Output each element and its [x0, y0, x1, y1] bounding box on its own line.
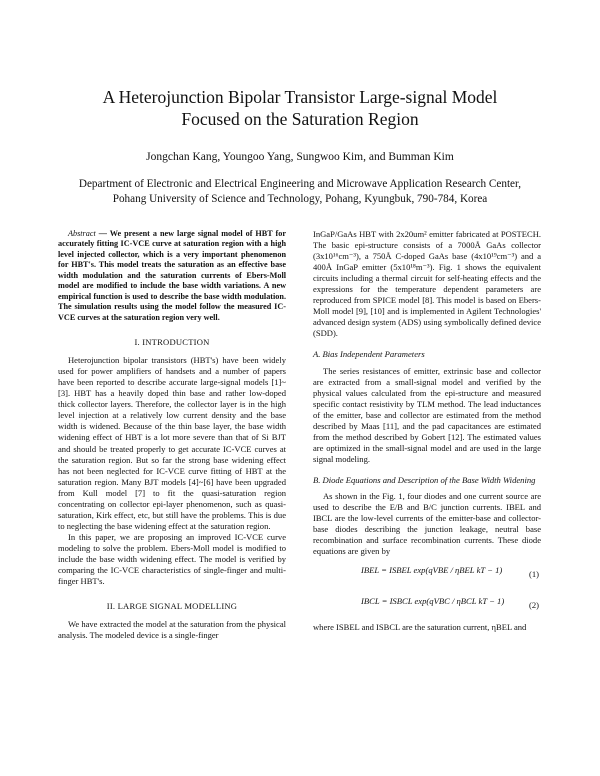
title-line-1: A Heterojunction Bipolar Transistor Large-signal Model	[102, 87, 498, 107]
abstract-text: — We present a new large signal model of HBT for accurately fitting IC-VCE curve at saturation region with a high level injected collector, which is a very important phenomenon for HBT's. This model treats the saturation as an effective base width modulation and the saturation currents of Ebers-Moll model are modified to include the base width variations. A new empirical function is used to describe the base width modulation. The simulation results using the model follow the measured IC-VCE curves at the saturation region very well.	[58, 229, 286, 322]
equation-1	[313, 560, 541, 588]
intro-paragraph-1: Heterojunction bipolar transistors (HBT's) have been widely used for power amplifiers of handsets and a number of papers have been reported to describe accurate large-signal models [1]~[3]. HBT has a heavily doped thin base and rather low-doped thick collector layers. Therefore, the collector layer is in the high level injection at a relatively low current density and the base width is widened. Because of the thin base layer, the base width widening effect of HBT is a lot more severe than that of Si BJT and should be treated properly to get accurate IC-VCE curves at the saturation region. But so far the strong base widening effect has not been neglected for IC-VCE curve fitting of HBT at the saturation region. Many BJT models [4]~[6] have been upgraded from Kull model [7] to fit the quasi-saturation region concentrating on collector epi-layer phenomenon, such as quasi-saturation, Kirk effect, etc, but still have the problems. This is due to neglecting the base widening effect at the saturation region.	[58, 355, 286, 531]
modelling-paragraph-2: InGaP/GaAs HBT with 2x20um² emitter fabricated at POSTECH. The basic epi-structure consists of a 7000Å GaAs collector (3x10¹⁶cm⁻³), a 750Å C-doped GaAs base (4x10¹⁹cm⁻³) and a 400Å InGaP emitter (5x10¹⁸m⁻³). Fig. 1 shows the equivalent circuits including a thermal circuit for self-heating effects and the expressions for the temperature dependent parameters are reproduced from SPICE model [8]. This model is based on Ebers-Moll model [9], [10] and is implemented in Agilent Technologies' advanced design system (ADS) using symbolically defined device (SDD).	[313, 229, 541, 339]
section-heading-introduction: I. INTRODUCTION	[134, 337, 210, 348]
abstract-label: Abstract	[68, 229, 96, 238]
modelling-paragraph-5: where ISBEL and ISBCL are the saturation current, ηBEL and	[313, 622, 527, 633]
modelling-paragraph-3: The series resistances of emitter, extrinsic base and collector are extracted from a small-signal model and verified by the physical values calculated from the epi-structure and measured specific contact resistivity by TLM method. The lead inductances of the emitter, base and collector are estimated from the method described by Maas [11], and the pad capacitances are estimated from the method described by Gobert [12]. The estimated values are optimized in the small-signal model and are used in the large signal modeling.	[313, 365, 541, 464]
right-column	[313, 229, 541, 633]
left-column	[58, 229, 286, 641]
equation-2-number: (2)	[528, 600, 539, 611]
subsection-heading-a: A. Bias Independent Parameters	[313, 349, 425, 360]
paper-title	[0, 86, 600, 130]
affiliation-line-2: Pohang University of Science and Technology, Pohang, Kyungbuk, 790-784, Korea	[112, 192, 488, 205]
affiliation-line-1: Department of Electronic and Electrical Engineering and Microwave Application Research Center,	[78, 178, 522, 190]
intro-paragraph-2: In this paper, we are proposing an improved IC-VCE curve modeling to solve the problem. Ebers-Moll model is modified to include the base width widening effect. The model is verified by comparing the IC-VCE characteristics of single-finger and multi-finger HBT's.	[58, 531, 286, 587]
equation-1-expression: IBEL = ISBEL exp(qVBE / ηBEL kT − 1)	[361, 565, 503, 576]
modelling-paragraph-4: As shown in the Fig. 1, four diodes and one current source are used to describe the E/B and B/C junction currents. IBEL and IBCL are the low-level currents of the emitter-base and collector-base diodes describing the junction leakage, neutral base recombination and surface recombination currents. These diode equations are given by	[313, 490, 541, 557]
title-line-2: Focused on the Saturation Region	[181, 109, 419, 129]
equation-2-expression: IBCL = ISBCL exp(qVBC / ηBCL kT − 1)	[361, 596, 505, 607]
modelling-paragraph-1: We have extracted the model at the saturation from the physical analysis. The modeled device is a single-finger	[58, 619, 286, 641]
affiliation	[60, 177, 540, 206]
subsection-heading-b: B. Diode Equations and Description of the Base Width Widening	[313, 474, 536, 485]
abstract	[58, 229, 286, 323]
equation-2	[313, 591, 541, 619]
author-list: Jongchan Kang, Youngoo Yang, Sungwoo Kim, and Bumman Kim	[146, 151, 454, 163]
section-heading-large-signal: II. LARGE SIGNAL MODELLING	[106, 601, 238, 612]
equation-1-number: (1)	[528, 569, 539, 580]
